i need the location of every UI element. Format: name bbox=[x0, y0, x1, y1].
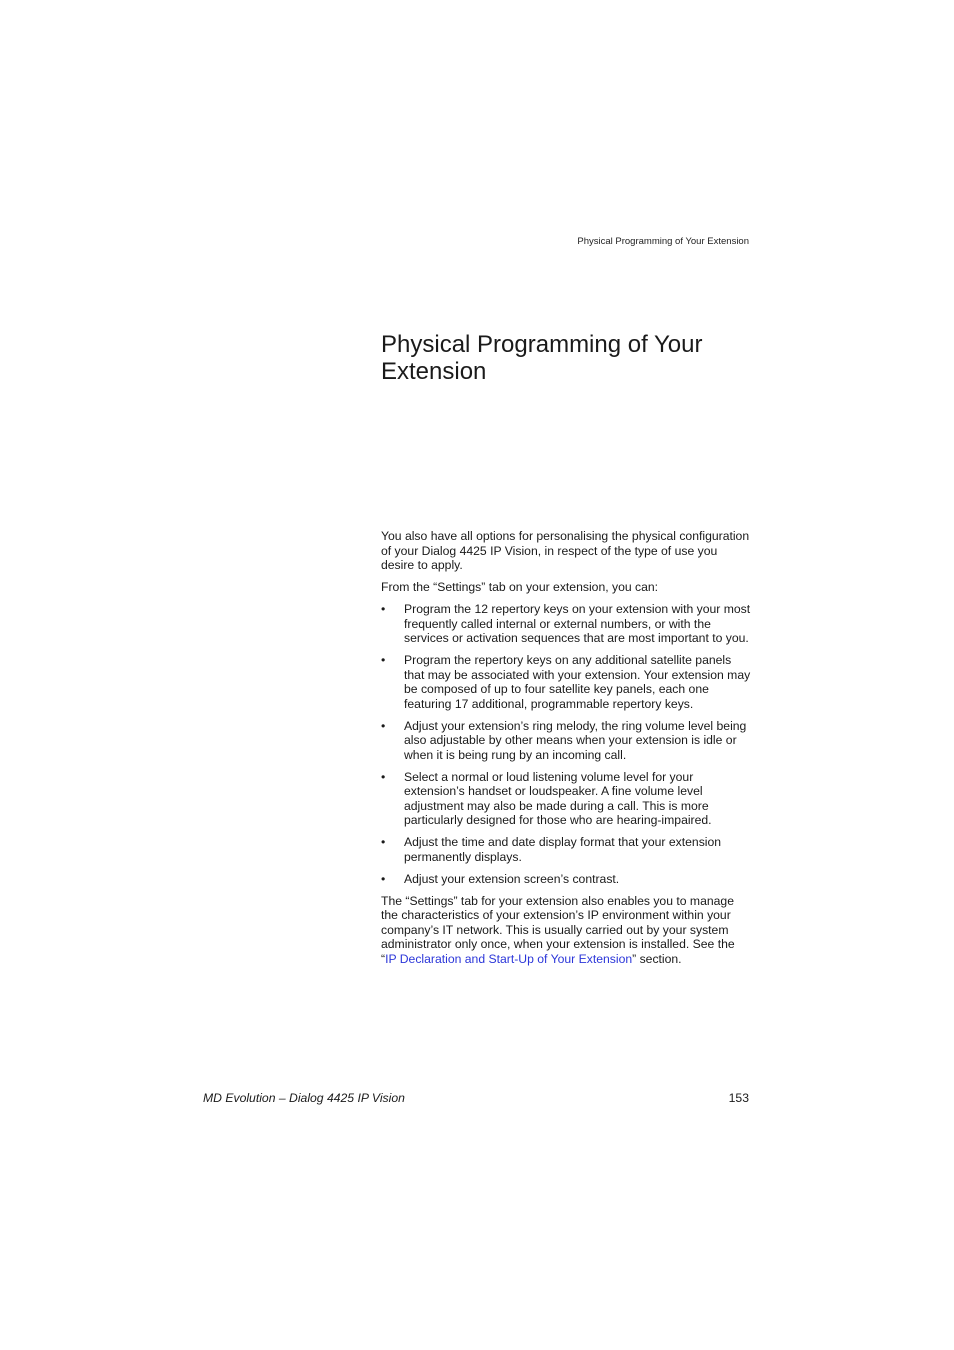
closing-text-before: The “Settings” tab for your extension also enables you to manage the characteristics of your extension’s IP environment within your company’s IT network. This is usually carried out by your system administrator only once, when your extension is installed. See the “ bbox=[381, 893, 735, 966]
ip-declaration-link[interactable]: IP Declaration and Start-Up of Your Extension bbox=[385, 951, 633, 966]
list-item-text: Adjust your extension screen’s contrast. bbox=[404, 871, 620, 886]
lead-in-paragraph: From the “Settings” tab on your extension, you can: bbox=[381, 580, 659, 594]
list-item bbox=[381, 719, 753, 763]
list-item-text: Program the repertory keys on any additional satellite panels that may be associated with your extension. Your extension may be composed of up to four satellite key panels, each one featuring 17 additional, programmable repertory keys. bbox=[404, 653, 751, 711]
intro-paragraph: You also have all options for personalising the physical configuration of your Dialog 4425 IP Vision, in respect of the type of use you desire to apply. bbox=[381, 529, 750, 572]
footer-document-title: MD Evolution – Dialog 4425 IP Vision bbox=[203, 1091, 405, 1105]
feature-list bbox=[381, 602, 753, 886]
bullet-icon: • bbox=[381, 871, 386, 886]
list-item bbox=[381, 602, 753, 646]
closing-paragraph bbox=[381, 894, 753, 967]
page-number: 153 bbox=[728, 1091, 749, 1105]
list-item bbox=[381, 770, 753, 828]
bullet-icon: • bbox=[381, 835, 386, 849]
list-item-text: Program the 12 repertory keys on your extension with your most frequently called internal or external numbers, or with the services or activation sequences that are most important to you. bbox=[404, 602, 751, 645]
list-item-text: Adjust the time and date display format that your extension permanently displays. bbox=[404, 835, 722, 864]
list-item bbox=[381, 835, 753, 864]
list-item bbox=[381, 872, 753, 887]
list-item bbox=[381, 653, 753, 711]
bullet-icon: • bbox=[381, 653, 386, 667]
body-content bbox=[381, 529, 753, 974]
bullet-icon: • bbox=[381, 769, 386, 784]
bullet-icon: • bbox=[381, 602, 386, 616]
running-header: Physical Programming of Your Extension bbox=[577, 236, 749, 247]
page-title: Physical Programming of Your Extension bbox=[381, 331, 703, 385]
closing-text-after: ” section. bbox=[632, 951, 682, 966]
bullet-icon: • bbox=[381, 718, 386, 733]
list-item-text: Select a normal or loud listening volume level for your extension’s handset or loudspeaker. A fine volume level adjustment may also be made during a call. This is more particularly designed for those who are hearing-impaired. bbox=[404, 769, 712, 827]
list-item-text: Adjust your extension’s ring melody, the ring volume level being also adjustable by other means when your extension is idle or when it is being rung by an incoming call. bbox=[404, 718, 747, 762]
